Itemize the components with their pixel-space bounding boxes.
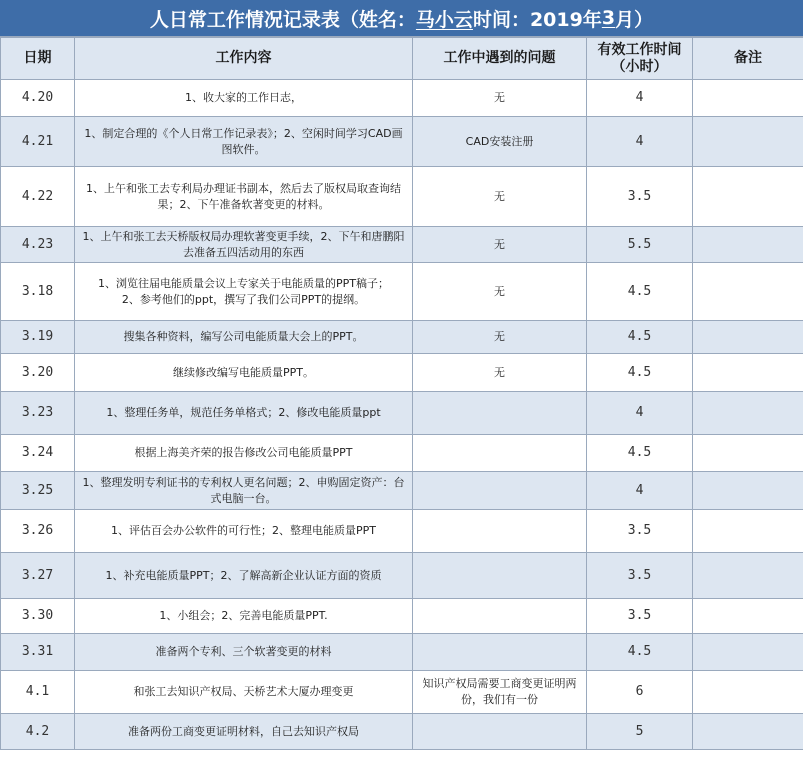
cell-hours: 4.5 — [587, 435, 693, 472]
table-row — [1, 599, 803, 634]
cell-hours: 4 — [587, 117, 693, 167]
cell-date: 3.20 — [1, 354, 75, 392]
cell-hours: 4.5 — [587, 263, 693, 321]
cell-hours: 4.5 — [587, 354, 693, 392]
cell-note — [693, 80, 803, 117]
cell-note — [693, 227, 803, 263]
cell-content: 1、上午和张工去专利局办理证书副本，然后去了版权局取查询结果；2、下午准备软著变更的材料。 — [75, 167, 413, 227]
cell-content: 1、上午和张工去天桥版权局办理软著变更手续，2、下午和唐鹏阳去准备五四活动用的东西 — [75, 227, 413, 263]
cell-note — [693, 354, 803, 392]
name-label: （姓名： — [339, 8, 416, 31]
cell-content: 和张工去知识产权局、天桥艺术大厦办理变更 — [75, 671, 413, 714]
cell-content: 根据上海美齐荣的报告修改公司电能质量PPT — [75, 435, 413, 472]
cell-note — [693, 671, 803, 714]
cell-hours: 4 — [587, 472, 693, 510]
cell-date: 3.25 — [1, 472, 75, 510]
cell-content: 准备两份工商变更证明材料，自己去知识产权局 — [75, 714, 413, 750]
cell-note — [693, 392, 803, 435]
year-value: 2019年 — [529, 8, 602, 31]
cell-content: 1、制定合理的《个人日常工作记录表》；2、空闲时间学习CAD画图软件。 — [75, 117, 413, 167]
table-row — [1, 472, 803, 510]
cell-note — [693, 599, 803, 634]
cell-content: 1、收大家的工作日志， — [75, 80, 413, 117]
header-hours: 有效工作时间（小时） — [587, 38, 693, 80]
title-prefix: 人日常工作情况记录表 — [149, 8, 340, 31]
cell-hours: 5.5 — [587, 227, 693, 263]
cell-note — [693, 167, 803, 227]
cell-date: 3.24 — [1, 435, 75, 472]
cell-date: 4.21 — [1, 117, 75, 167]
cell-hours: 4 — [587, 80, 693, 117]
header-notes: 备注 — [693, 38, 803, 80]
cell-problem: 无 — [413, 167, 587, 227]
cell-hours: 3.5 — [587, 553, 693, 599]
cell-date: 3.18 — [1, 263, 75, 321]
cell-problem — [413, 435, 587, 472]
cell-problem: 知识产权局需要工商变更证明两份，我们有一份 — [413, 671, 587, 714]
table-row — [1, 553, 803, 599]
cell-date: 4.20 — [1, 80, 75, 117]
sheet-title — [0, 0, 803, 37]
table-row — [1, 117, 803, 167]
table-row — [1, 167, 803, 227]
table-row — [1, 227, 803, 263]
cell-date: 4.23 — [1, 227, 75, 263]
table-row — [1, 392, 803, 435]
time-label: 时间： — [472, 8, 530, 31]
cell-hours: 6 — [587, 671, 693, 714]
cell-problem: 无 — [413, 354, 587, 392]
cell-problem — [413, 510, 587, 553]
header-row — [1, 38, 803, 80]
employee-name: 马小云 — [415, 8, 473, 31]
cell-content: 搜集各种资料，编写公司电能质量大会上的PPT。 — [75, 321, 413, 354]
cell-hours: 5 — [587, 714, 693, 750]
cell-content: 1、评估百会办公软件的可行性；2、整理电能质量PPT — [75, 510, 413, 553]
cell-date: 3.26 — [1, 510, 75, 553]
table-row — [1, 671, 803, 714]
cell-note — [693, 321, 803, 354]
cell-hours: 4.5 — [587, 321, 693, 354]
cell-problem — [413, 599, 587, 634]
cell-date: 3.27 — [1, 553, 75, 599]
table-row — [1, 714, 803, 750]
table-row — [1, 263, 803, 321]
cell-problem: CAD安装注册 — [413, 117, 587, 167]
cell-problem — [413, 714, 587, 750]
cell-content: 准备两个专利、三个软著变更的材料 — [75, 634, 413, 671]
cell-note — [693, 510, 803, 553]
cell-note — [693, 263, 803, 321]
cell-content: 继续修改编写电能质量PPT。 — [75, 354, 413, 392]
cell-note — [693, 435, 803, 472]
cell-date: 4.2 — [1, 714, 75, 750]
cell-content: 1、补充电能质量PPT；2、了解高新企业认证方面的资质 — [75, 553, 413, 599]
table-row — [1, 435, 803, 472]
cell-note — [693, 634, 803, 671]
table-row — [1, 80, 803, 117]
cell-note — [693, 553, 803, 599]
cell-hours: 3.5 — [587, 599, 693, 634]
cell-date: 3.31 — [1, 634, 75, 671]
cell-problem: 无 — [413, 321, 587, 354]
cell-hours: 3.5 — [587, 167, 693, 227]
cell-hours: 3.5 — [587, 510, 693, 553]
cell-note — [693, 714, 803, 750]
cell-problem: 无 — [413, 227, 587, 263]
cell-problem — [413, 634, 587, 671]
header-date: 日期 — [1, 38, 75, 80]
table-row — [1, 354, 803, 392]
cell-hours: 4 — [587, 392, 693, 435]
cell-problem — [413, 553, 587, 599]
cell-problem — [413, 472, 587, 510]
cell-date: 3.19 — [1, 321, 75, 354]
table-row — [1, 634, 803, 671]
cell-problem — [413, 392, 587, 435]
cell-content: 1、小组会；2、完善电能质量PPT. — [75, 599, 413, 634]
cell-note — [693, 472, 803, 510]
month-suffix: 月） — [615, 8, 654, 31]
header-content: 工作内容 — [75, 38, 413, 80]
table-row — [1, 510, 803, 553]
table-row — [1, 321, 803, 354]
cell-date: 4.22 — [1, 167, 75, 227]
header-problems: 工作中遇到的问题 — [413, 38, 587, 80]
cell-content: 1、整理任务单，规范任务单格式；2、修改电能质量ppt — [75, 392, 413, 435]
cell-date: 3.23 — [1, 392, 75, 435]
worklog-table — [0, 37, 803, 750]
month-value: 3 — [601, 7, 616, 29]
cell-date: 4.1 — [1, 671, 75, 714]
cell-problem: 无 — [413, 263, 587, 321]
cell-hours: 4.5 — [587, 634, 693, 671]
cell-date: 3.30 — [1, 599, 75, 634]
cell-note — [693, 117, 803, 167]
cell-problem: 无 — [413, 80, 587, 117]
cell-content: 1、浏览往届电能质量会议上专家关于电能质量的PPT稿子； 2、参考他们的ppt，撰写了我们公司PPT的提纲。 — [75, 263, 413, 321]
cell-content: 1、整理发明专利证书的专利权人更名问题；2、申购固定资产：台式电脑一台。 — [75, 472, 413, 510]
